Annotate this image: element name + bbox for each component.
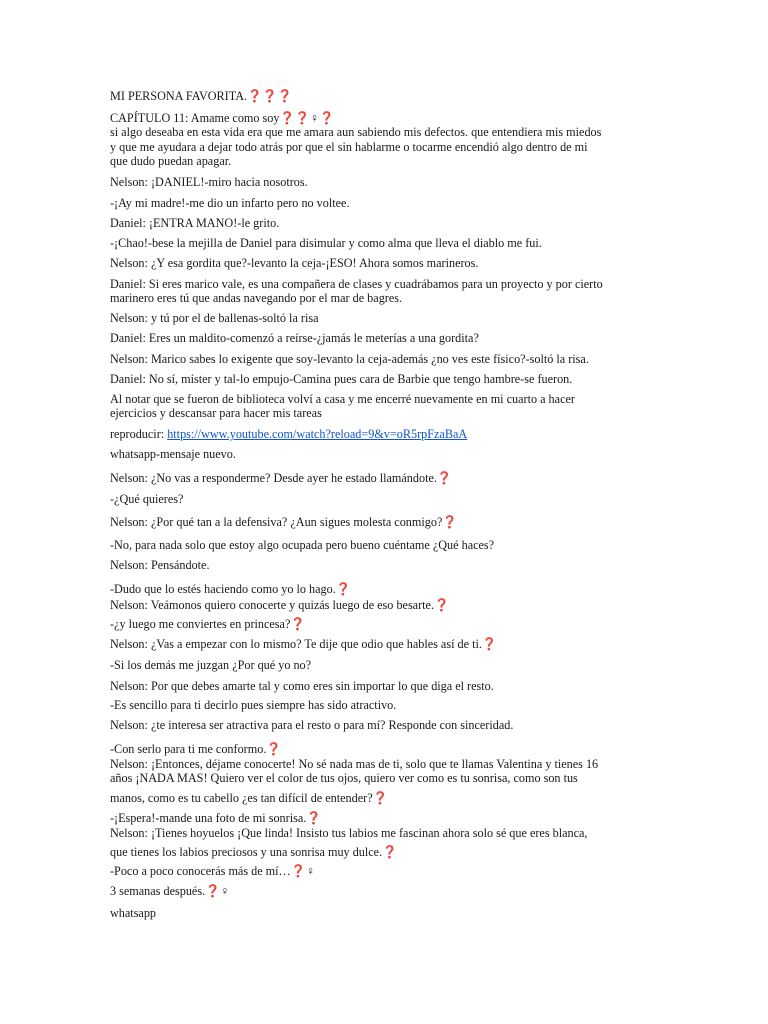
paragraph-line: -¡Espera!-mande una foto de mi sonrisa.❓: [110, 811, 322, 825]
paragraph-line: Nelson: ¿Y esa gordita que?-levanto la ceja-¡ESO! Ahora somos marineros.: [110, 256, 479, 270]
paragraph-line: que dudo puedan apagar.: [110, 154, 232, 168]
reproducir-label: reproducir:: [110, 427, 168, 441]
paragraph-line: -No, para nada solo que estoy algo ocupada pero bueno cuéntame ¿Qué haces?: [110, 538, 495, 552]
paragraph-line: ejercicios y descansar para hacer mis tareas: [110, 406, 322, 420]
paragraph-line: si algo deseaba en esta vida era que me amara aun sabiendo mis defectos. que entendiera mis miedos: [110, 125, 602, 139]
paragraph-line: Nelson: Por que debes amarte tal y como eres sin importar lo que diga el resto.: [110, 679, 494, 693]
reproducir-line: [110, 427, 650, 441]
paragraph-line: whatsapp: [110, 906, 157, 920]
paragraph-line: Nelson: Pensándote.: [110, 558, 210, 572]
paragraph-line: Nelson: ¡Entonces, déjame conocerte! No sé nada mas de ti, solo que te llamas Valentina y tienes 16: [110, 757, 599, 771]
paragraph-line: que tienes los labios preciosos y una sonrisa muy dulce.❓: [110, 845, 398, 859]
paragraph-line: Nelson: Marico sabes lo exigente que soy-levanto la ceja-además ¿no ves este físico?-soltó la risa.: [110, 352, 589, 366]
paragraph-line: -Es sencillo para ti decirlo pues siempre has sido atractivo.: [110, 698, 397, 712]
paragraph-line: -Dudo que lo estés haciendo como yo lo hago.❓: [110, 582, 351, 596]
paragraph-line: -Poco a poco conocerás más de mí…❓♀: [110, 864, 316, 878]
paragraph-line: Daniel: No sí, míster y tal-lo empujo-Camina pues cara de Barbie que tengo hambre-se fueron.: [110, 372, 573, 386]
paragraph-line: Al notar que se fueron de biblioteca volví a casa y me encerré nuevamente en mi cuarto a hacer: [110, 392, 575, 406]
paragraph-line: Nelson: ¿No vas a responderme? Desde ayer he estado llamándote.❓: [110, 471, 453, 485]
paragraph-line: Nelson: ¿Vas a empezar con lo mismo? Te dije que odio que hables así de ti.❓: [110, 637, 498, 651]
document-title: MI PERSONA FAVORITA.❓❓❓: [110, 89, 293, 103]
document-page: [110, 0, 650, 1024]
paragraph-line: y que me ayudara a dejar todo atrás por que el sin hablarme o tocarme encendió algo dentro de mi: [110, 140, 588, 154]
paragraph-line: 3 semanas después.❓♀: [110, 884, 230, 898]
paragraph-line: -¡Ay mi madre!-me dio un infarto pero no voltee.: [110, 196, 350, 210]
paragraph-line: Daniel: Si eres marico vale, es una compañera de clases y cuadrábamos para un proyecto y por cierto: [110, 277, 603, 291]
paragraph-line: manos, como es tu cabello ¿es tan difícil de entender?❓: [110, 791, 388, 805]
paragraph-line: -Con serlo para ti me conformo.❓: [110, 742, 282, 756]
paragraph-line: Nelson: y tú por el de ballenas-soltó la risa: [110, 311, 319, 325]
paragraph-line: Nelson: ¡Tienes hoyuelos ¡Que linda! Insisto tus labios me fascinan ahora solo sé que eres blanca,: [110, 826, 588, 840]
paragraph-line: -¿Qué quieres?: [110, 492, 184, 506]
paragraph-line: -¡Chao!-bese la mejilla de Daniel para disimular y como alma que lleva el diablo me fui.: [110, 236, 542, 250]
youtube-link[interactable]: https://www.youtube.com/watch?reload=9&v=oR5rpFzaBaA: [167, 427, 468, 441]
paragraph-line: Nelson: ¿te interesa ser atractiva para el resto o para mí? Responde con sinceridad.: [110, 718, 514, 732]
paragraph-line: Nelson: Veámonos quiero conocerte y quizás luego de eso besarte.❓: [110, 598, 450, 612]
paragraph-line: -Si los demás me juzgan ¿Por qué yo no?: [110, 658, 312, 672]
chapter-heading: CAPÍTULO 11: Amame como soy❓❓♀❓: [110, 111, 335, 125]
paragraph-line: Nelson: ¿Por qué tan a la defensiva? ¿Aun sigues molesta conmigo?❓: [110, 515, 458, 529]
paragraph-line: whatsapp-mensaje nuevo.: [110, 447, 236, 461]
paragraph-line: Nelson: ¡DANIEL!-miro hacia nosotros.: [110, 175, 308, 189]
paragraph-line: Daniel: ¡ENTRA MANO!-le grito.: [110, 216, 280, 230]
paragraph-line: años ¡NADA MAS! Quiero ver el color de tus ojos, quiero ver como es tu sonrisa, como son tus: [110, 771, 578, 785]
paragraph-line: -¿y luego me conviertes en princesa?❓: [110, 617, 306, 631]
paragraph-line: Daniel: Eres un maldito-comenzó a reírse-¿jamás le meterías a una gordita?: [110, 331, 479, 345]
paragraph-line: marinero eres tú que andas navegando por el mar de bagres.: [110, 291, 403, 305]
